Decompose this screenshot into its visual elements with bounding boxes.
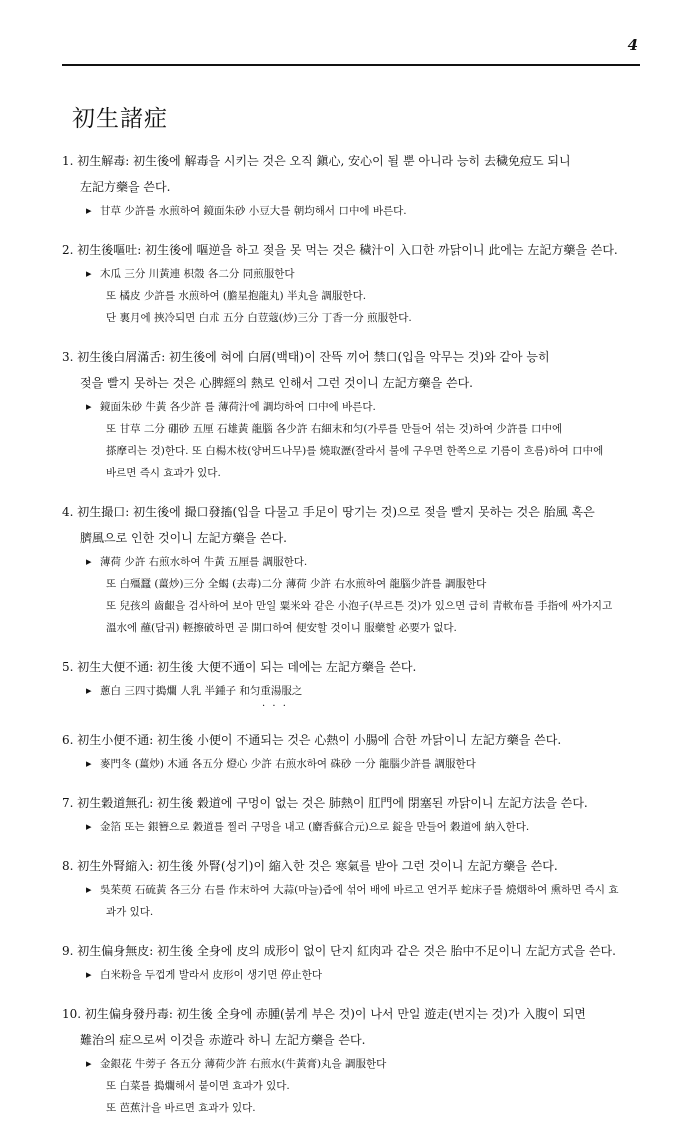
entry-1 bbox=[62, 148, 652, 222]
prescription-marker-icon: ▸ bbox=[86, 204, 92, 217]
prescription-line bbox=[62, 440, 652, 462]
entry-heading-line: 8. 初生外腎縮入: 初生後 外腎(성기)이 縮入한 것은 寒氣를 받아 그런 것이니 左記方藥을 쓴다. bbox=[62, 859, 558, 873]
prescription-text: 과가 있다. bbox=[106, 906, 154, 918]
prescription-line bbox=[62, 901, 652, 923]
prescription-text: 단 裏月에 挾冷되면 白朮 五分 白荳蔻(炒)三分 丁香一分 煎服한다. bbox=[106, 312, 412, 324]
entry-heading-line: 젖을 빨지 못하는 것은 心脾經의 熱로 인해서 그런 것이니 左記方藥을 쓴다. bbox=[80, 376, 473, 390]
prescription-marker-icon: ▸ bbox=[86, 267, 92, 280]
prescription-line bbox=[62, 1053, 652, 1075]
prescription-marker-icon: ▸ bbox=[86, 968, 92, 981]
entry-7 bbox=[62, 790, 652, 838]
header-rule bbox=[62, 64, 640, 66]
prescription-line bbox=[62, 263, 652, 285]
entry-8 bbox=[62, 853, 652, 923]
prescription-text: 甘草 少許를 水煎하여 鏡面朱砂 小豆大를 朝均해서 口中에 바른다. bbox=[100, 205, 407, 217]
prescription-line bbox=[62, 418, 652, 440]
prescription-line bbox=[62, 573, 652, 595]
entry-heading-line: 3. 初生後白屑滿舌: 初生後에 혀에 白屑(백태)이 잔뜩 끼어 禁口(입을 악무는 것)와 같아 능히 bbox=[62, 350, 550, 364]
prescription-text: 바르면 즉시 효과가 있다. bbox=[106, 467, 221, 479]
prescription-text: 또 白殭蠶 (薑炒)三分 全蝎 (去毒)二分 薄荷 少許 右水煎하여 龍腦少許를 調服한다 bbox=[106, 578, 487, 590]
entry-heading-line: 9. 初生偏身無皮: 初生後 全身에 皮의 成形이 없이 단지 紅肉과 같은 것은 胎中不足이니 左記方式을 쓴다. bbox=[62, 944, 616, 958]
entry-5 bbox=[62, 654, 652, 712]
entry-heading-line: 臍風으로 인한 것이니 左記方藥을 쓴다. bbox=[80, 531, 287, 545]
prescription-text: 溫水에 蘸(담궈) 輕擦破하면 곧 開口하여 便安할 것이니 服藥할 必要가 없다. bbox=[106, 622, 457, 634]
entry-heading-line: 2. 初生後嘔吐: 初生後에 嘔逆을 하고 젖을 못 먹는 것은 穢汁이 入口한 까닭이니 此에는 左記方藥을 쓴다. bbox=[62, 243, 618, 257]
entry-heading-line: 7. 初生穀道無孔: 初生後 穀道에 구멍이 없는 것은 肺熱이 肛門에 閉塞된 까닭이니 左記方法을 쓴다. bbox=[62, 796, 588, 810]
prescription-marker-icon: ▸ bbox=[86, 883, 92, 896]
entry-4 bbox=[62, 499, 652, 639]
prescription-text: 鏡面朱砂 牛黃 各少許 를 薄荷汁에 調均하여 口中에 바른다. bbox=[100, 401, 376, 413]
prescription-text: 또 白菜를 搗爛해서 붙이면 효과가 있다. bbox=[106, 1080, 290, 1092]
prescription-text: 吳茱萸 石硫黃 各三分 右를 作末하여 大蒜(마늘)즙에 섞어 배에 바르고 연거푸 蛇床子를 燒烟하여 熏하면 즉시 효 bbox=[100, 884, 619, 896]
prescription-marker-icon: ▸ bbox=[86, 400, 92, 413]
prescription-marker-icon: ▸ bbox=[86, 555, 92, 568]
prescription-text: 木瓜 三分 川黃連 枳殼 各二分 同煎服한다 bbox=[100, 268, 295, 280]
prescription-line bbox=[62, 964, 652, 986]
prescription-marker-icon: ▸ bbox=[86, 684, 92, 697]
entry-heading-line: 1. 初生解毒: 初生後에 解毒을 시키는 것은 오직 鎭心, 安心이 될 뿐 아니라 능히 去穢免痘도 되니 bbox=[62, 154, 571, 168]
prescription-text: 白米粉을 두껍게 발라서 皮形이 생기면 停止한다 bbox=[100, 969, 323, 981]
prescription-line bbox=[62, 1075, 652, 1097]
entry-9 bbox=[62, 938, 652, 986]
prescription-text: 麥門冬 (薑炒) 木通 各五分 燈心 少許 右煎水하여 硃砂 一分 龍腦少許를 調服한다 bbox=[100, 758, 476, 770]
entry-heading-line: 10. 初生偏身發丹毒: 初生後 全身에 赤腫(붉게 부은 것)이 나서 만일 遊走(번지는 것)가 入腹이 되면 bbox=[62, 1007, 586, 1021]
entries-list bbox=[62, 148, 652, 1134]
prescription-line bbox=[62, 595, 652, 617]
prescription-text: 薄荷 少許 右煎水하여 牛黃 五厘를 調服한다. bbox=[100, 556, 308, 568]
prescription-line bbox=[62, 285, 652, 307]
prescription-line bbox=[62, 617, 652, 639]
prescription-line bbox=[62, 753, 652, 775]
section-title: 初生諸症 bbox=[72, 106, 168, 132]
entry-heading-line: 5. 初生大便不通: 初生後 大便不通이 되는 데에는 左記方藥을 쓴다. bbox=[62, 660, 417, 674]
prescription-text: 또 橘皮 少許를 水煎하여 (膽星抱龍丸) 半丸을 調服한다. bbox=[106, 290, 367, 302]
prescription-text: 또 兒孩의 齒齦을 검사하여 보아 만일 粟米와 같은 小泡子(부르튼 것)가 있으면 급히 青軟布를 手指에 싸가지고 bbox=[106, 600, 613, 612]
prescription-line bbox=[62, 879, 652, 901]
prescription-text: 金銀花 牛蒡子 各五分 薄荷少許 右煎水(牛黃膏)丸을 調服한다 bbox=[100, 1058, 387, 1070]
entry-heading-line: 4. 初生撮口: 初生後에 撮口發搐(입을 다물고 手足이 땅기는 것)으로 젖을 빨지 못하는 것은 胎風 혹은 bbox=[62, 505, 595, 519]
prescription-line bbox=[62, 462, 652, 484]
entry-heading-line: 難治의 症으로써 이것을 赤遊라 하니 左記方藥을 쓴다. bbox=[80, 1033, 366, 1047]
entry-3 bbox=[62, 344, 652, 484]
prescription-line bbox=[62, 1097, 652, 1119]
prescription-text: 또 甘草 二分 硼砂 五厘 石雄黃 龍腦 各少許 右細末和匀(가루를 만들어 섞는 것)하여 少許를 口中에 bbox=[106, 423, 563, 435]
entry-heading-line: 6. 初生小便不通: 初生後 小便이 不通되는 것은 心熱이 小腸에 合한 까닭이니 左記方藥을 쓴다. bbox=[62, 733, 562, 747]
prescription-line bbox=[62, 200, 652, 222]
prescription-text: 또 芭蕉汁을 바르면 효과가 있다. bbox=[106, 1102, 256, 1114]
prescription-line bbox=[62, 816, 652, 838]
entry-10 bbox=[62, 1001, 652, 1119]
prescription-text: 金箔 또는 銀簪으로 穀道를 찔러 구멍을 내고 (麝香蘇合元)으로 錠을 만들어 穀道에 納入한다. bbox=[100, 821, 530, 833]
page-number: 4 bbox=[627, 36, 638, 54]
prescription-marker-icon: ▸ bbox=[86, 820, 92, 833]
prescription-line bbox=[62, 396, 652, 418]
prescription-text: 蔥白 三四寸搗爛 人乳 半鍾子 和匀重湯服之 bbox=[100, 685, 303, 697]
prescription-marker-icon: ▸ bbox=[86, 1057, 92, 1070]
prescription-line bbox=[62, 551, 652, 573]
entry-6 bbox=[62, 727, 652, 775]
prescription-line bbox=[62, 307, 652, 329]
prescription-line bbox=[62, 680, 652, 702]
entry-2 bbox=[62, 237, 652, 329]
ellipsis-mark: · · · bbox=[262, 701, 288, 712]
entry-heading-line: 左記方藥을 쓴다. bbox=[80, 180, 171, 194]
prescription-marker-icon: ▸ bbox=[86, 757, 92, 770]
prescription-text: 搽摩리는 것)한다. 또 白楊木枝(양버드나무)를 燒取瀝(잘라서 불에 구우면 한쪽으로 기름이 흐름)하여 口中에 bbox=[106, 445, 604, 457]
